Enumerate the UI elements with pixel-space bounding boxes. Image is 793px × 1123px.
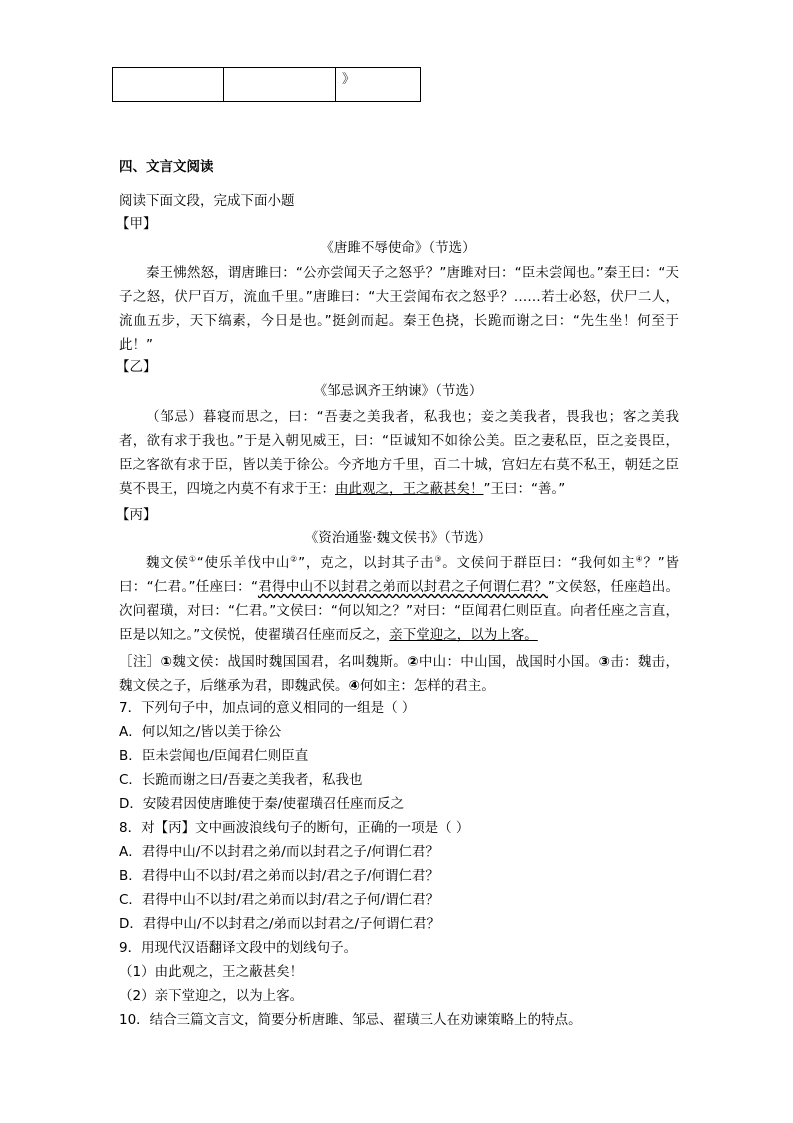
passage-yi-text-a: （邹忌）暮寝而思之，曰：“吾妻之美我者，私我也；妾之美我者，畏我也；客之美我者，欲有求于我也。”于是入朝见威王，曰：“臣诚知不如徐公美。臣之妻私臣，臣之妾畏臣，臣之客欲有求于臣，皆以美于徐公。今齐地方千里，百二十城，宫妇左右莫不私王，朝廷之臣莫不畏王，四境之内莫不有求于王：: [119, 409, 679, 497]
passage-bing-t4: 。文侯问于群臣曰：“我何如主: [442, 555, 636, 571]
question-8-option-a: A．君得中山/不以封君之弟/而以封君之子/何谓仁君？: [119, 844, 439, 860]
question-10-stem: 10．结合三篇文言文，简要分析唐雎、邹忌、翟璜三人在劝谏策略上的特点。: [119, 1012, 582, 1028]
question-7-option-d: D．安陵君因使唐雎使于秦/使翟璜召任座而反之: [119, 796, 404, 812]
question-8-option-b: B．君得中山不以封/君之弟而以封/君之子/何谓仁君？: [119, 868, 439, 884]
footnote-mark-2: ②: [290, 554, 299, 564]
title-jia: 《唐雎不辱使命》（节选）: [320, 240, 476, 256]
note-mark-1: ①: [160, 654, 173, 670]
question-8-option-c: C．君得中山不以封/君之弟而以封/君之子何/谓仁君？: [119, 892, 440, 908]
footnote-mark-3: ③: [434, 554, 443, 564]
table-row: [113, 68, 421, 102]
table-cell: [113, 68, 224, 102]
table-cell: [224, 68, 336, 102]
passage-bing-t6: ”文侯怒，任座趋出。次问翟璜，对曰：“仁君。”文侯曰：“何以知之？”对曰：“臣闻君仁则臣直。向者任座之言直，臣是以知之。”文侯悦，使翟璜召任座而反之，: [119, 579, 680, 643]
note-mark-4: ④: [348, 678, 360, 694]
note-4: 何如主：怎样的君主。: [359, 678, 495, 694]
note-1: 魏文侯：战国时魏国国君，名叫魏斯。: [172, 654, 408, 670]
question-7-option-c: C．长跪而谢之曰/吾妻之美我者，私我也: [119, 772, 363, 788]
passage-bing-t2: “使乐羊伐中山: [196, 555, 291, 571]
question-8-option-d: D．君得中山/不以封君之/弟而以封君之/子何谓仁君？: [119, 916, 441, 932]
instruction: 阅读下面文段，完成下面小题: [119, 193, 295, 209]
note-2: 中山：中山国，战国时小国。: [418, 654, 599, 670]
footnote-mark-1: ①: [188, 554, 197, 564]
title-bing: 《资治通鉴·魏文侯书》（节选）: [304, 530, 492, 546]
question-9-stem: 9．用现代汉语翻译文段中的划线句子。: [119, 940, 358, 956]
notes: [119, 650, 679, 698]
label-yi: 【乙】: [116, 359, 157, 375]
label-jia: 【甲】: [116, 216, 157, 232]
passage-yi: [119, 405, 679, 501]
passage-jia: [119, 261, 679, 357]
footnote-mark-4: ④: [635, 554, 644, 564]
question-8-stem: 8．对【丙】文中画波浪线句子的断句，正确的一项是（ ）: [119, 820, 470, 836]
note-mark-2: ②: [407, 654, 419, 670]
title-yi: 《邹忌讽齐王纳谏》（节选）: [313, 383, 483, 399]
wavy-underlined-sentence: 君得中山不以封君之弟而以封君之子何谓仁君？: [257, 579, 548, 595]
passage-bing-t1: 魏文侯: [146, 555, 189, 571]
passage-bing: [119, 551, 679, 647]
underlined-sentence-1: 由此观之，王之蔽甚矣！: [335, 481, 484, 497]
note-mark-3: ③: [598, 654, 611, 670]
note-3: 击：魏击，魏文侯之子，后继承为君，即魏武侯。: [119, 654, 680, 694]
passage-bing-t5: ？”皆曰：“仁君。”任座曰：“: [119, 555, 680, 595]
question-9-item-1: （1）由此观之，王之蔽甚矣！: [119, 964, 304, 980]
passage-yi-text-b: ”王曰：“善。”: [483, 481, 566, 497]
table-cell: 》: [336, 68, 421, 102]
section-title: 四、文言文阅读: [119, 159, 214, 175]
answer-table-fragment: [112, 67, 421, 102]
label-bing: 【丙】: [116, 507, 157, 523]
question-7-option-a: A．何以知之/皆以美于徐公: [119, 724, 282, 740]
question-7-stem: 7．下列句子中，加点词的意义相同的一组是（ ）: [119, 700, 416, 716]
question-7-option-b: B．臣未尝闻也/臣闻君仁则臣直: [119, 748, 309, 764]
notes-lead: ［注］: [119, 654, 161, 670]
underlined-sentence-2: 亲下堂迎之，以为上客。: [389, 627, 538, 643]
passage-jia-text: 秦王怫然怒，谓唐雎曰：“公亦尝闻天子之怒乎？”唐雎对曰：“臣未尝闻也。”秦王曰：“天子之怒，伏尸百万，流血千里。”唐雎曰：“大王尝闻布衣之怒乎？……若士必怒，伏尸二人，流血五步，天下缟素，今日是也。”挺剑而起。秦王色挠，长跪而谢之曰：“先生坐！何至于此！”: [119, 265, 679, 353]
passage-bing-t3: ”，克之，以封其子击: [298, 555, 435, 571]
question-9-item-2: （2）亲下堂迎之，以为上客。: [119, 988, 304, 1004]
